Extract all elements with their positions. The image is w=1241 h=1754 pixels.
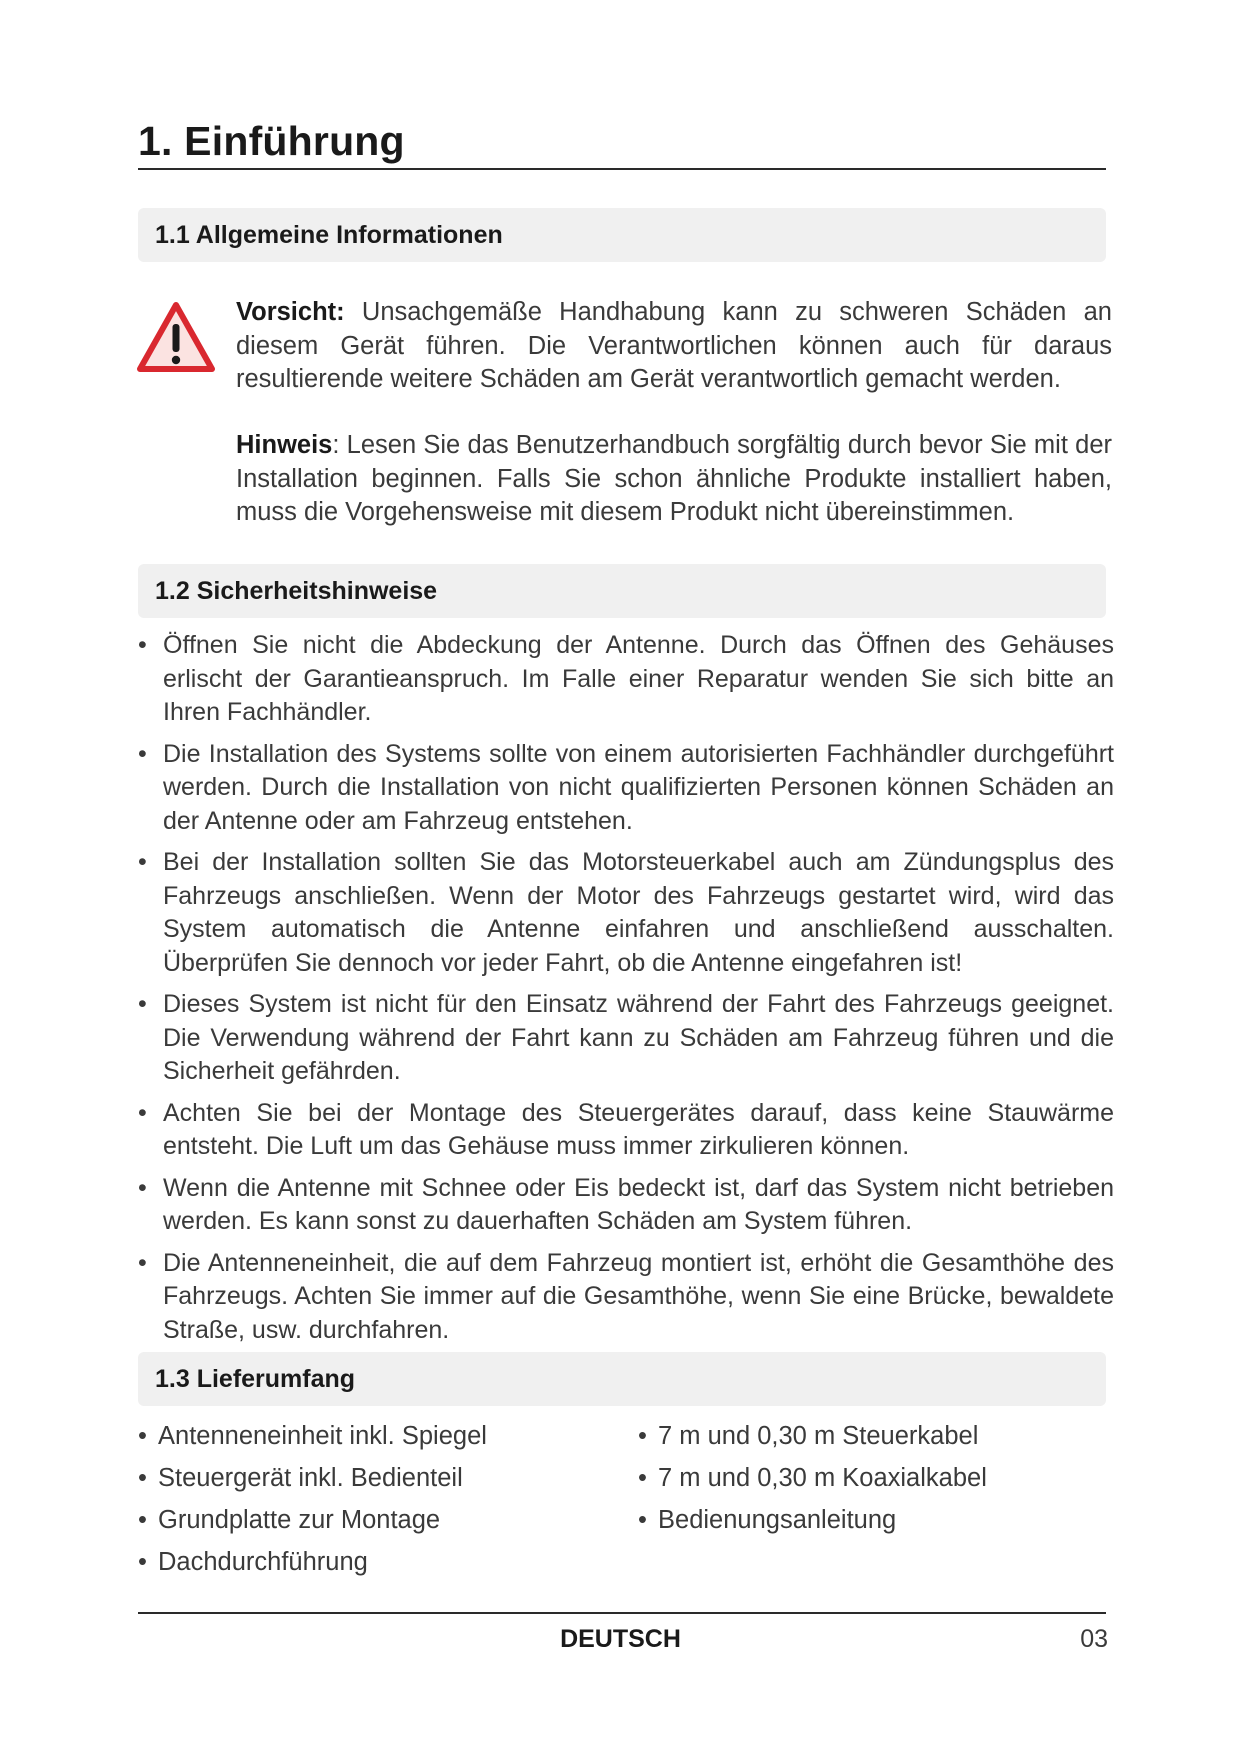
- scope-item: • Bedienungsanleitung: [638, 1499, 987, 1541]
- footer-language: DEUTSCH: [560, 1625, 681, 1653]
- scope-item: • Antenneneinheit inkl. Spiegel: [138, 1415, 487, 1457]
- safety-item: • Bei der Installation sollten Sie das Motorsteuerkabel auch am Zündungsplus des Fahrzeugs anschließen. Wenn der Motor des Fahrzeugs gestartet wird, wird das System automatisch die Antenne einfahren und anschließend ausschalten. Überprüfen Sie dennoch vor jeder Fahrt, ob die Antenne eingefahren ist!: [138, 846, 1114, 980]
- scope-item: • Dachdurchführung: [138, 1541, 487, 1583]
- footer-rule: [138, 1612, 1106, 1614]
- safety-item: • Die Antenneneinheit, die auf dem Fahrzeug montiert ist, erhöht die Gesamthöhe des Fahrzeugs. Achten Sie immer auf die Gesamthöhe, wenn Sie eine Brücke, bewaldete Straße, usw. durchfahren.: [138, 1247, 1114, 1348]
- safety-item: • Dieses System ist nicht für den Einsatz während der Fahrt des Fahrzeugs geeignet. Die Verwendung während der Fahrt kann zu Schäden am Fahrzeug führen und die Sicherheit gefährden.: [138, 988, 1114, 1089]
- scope-list-left: [138, 1415, 487, 1583]
- safety-item: • Achten Sie bei der Montage des Steuergerätes darauf, dass keine Stauwärme entsteht. Die Luft um das Gehäuse muss immer zirkulieren können.: [138, 1097, 1114, 1164]
- scope-item: • 7 m und 0,30 m Koaxialkabel: [638, 1457, 987, 1499]
- page-number: 03: [1080, 1625, 1108, 1653]
- section-header-general: 1.1 Allgemeine Informationen: [138, 208, 1106, 262]
- scope-list-right: [638, 1415, 987, 1541]
- note-label: Hinweis: [236, 431, 333, 459]
- caution-paragraph: [236, 296, 1112, 397]
- section-header-scope: 1.3 Lieferumfang: [138, 1352, 1106, 1406]
- note-text: : Lesen Sie das Benutzerhandbuch sorgfältig durch bevor Sie mit der Installation beginnen. Falls Sie schon ähnliche Produkte installiert haben, muss die Vorgehensweise mit diesem Produkt nicht übereinstimmen.: [236, 431, 1112, 526]
- safety-item: • Die Installation des Systems sollte von einem autorisierten Fachhändler durchgeführt werden. Durch die Installation von nicht qualifizierten Personen können Schäden an der Antenne oder am Fahrzeug entstehen.: [138, 738, 1114, 839]
- caution-text: Unsachgemäße Handhabung kann zu schweren Schäden an diesem Gerät führen. Die Verantwortlichen können auch für daraus resultierende weitere Schäden am Gerät verantwortlich gemacht werden.: [236, 298, 1112, 393]
- safety-item: • Wenn die Antenne mit Schnee oder Eis bedeckt ist, darf das System nicht betrieben werden. Es kann sonst zu dauerhaften Schäden am System führen.: [138, 1172, 1114, 1239]
- caution-label: Vorsicht:: [236, 298, 345, 326]
- safety-item: • Öffnen Sie nicht die Abdeckung der Antenne. Durch das Öffnen des Gehäuses erlischt der Garantieanspruch. Im Falle einer Reparatur wenden Sie sich bitte an Ihren Fachhändler.: [138, 629, 1114, 730]
- warning-triangle-icon: [136, 300, 216, 374]
- safety-list: [138, 629, 1114, 1355]
- note-paragraph: [236, 429, 1112, 530]
- chapter-title-rule: [138, 168, 1106, 170]
- section-header-safety: 1.2 Sicherheitshinweise: [138, 564, 1106, 618]
- scope-item: • 7 m und 0,30 m Steuerkabel: [638, 1415, 987, 1457]
- chapter-title: 1. Einführung: [138, 118, 405, 164]
- scope-item: • Steuergerät inkl. Bedienteil: [138, 1457, 487, 1499]
- scope-item: • Grundplatte zur Montage: [138, 1499, 487, 1541]
